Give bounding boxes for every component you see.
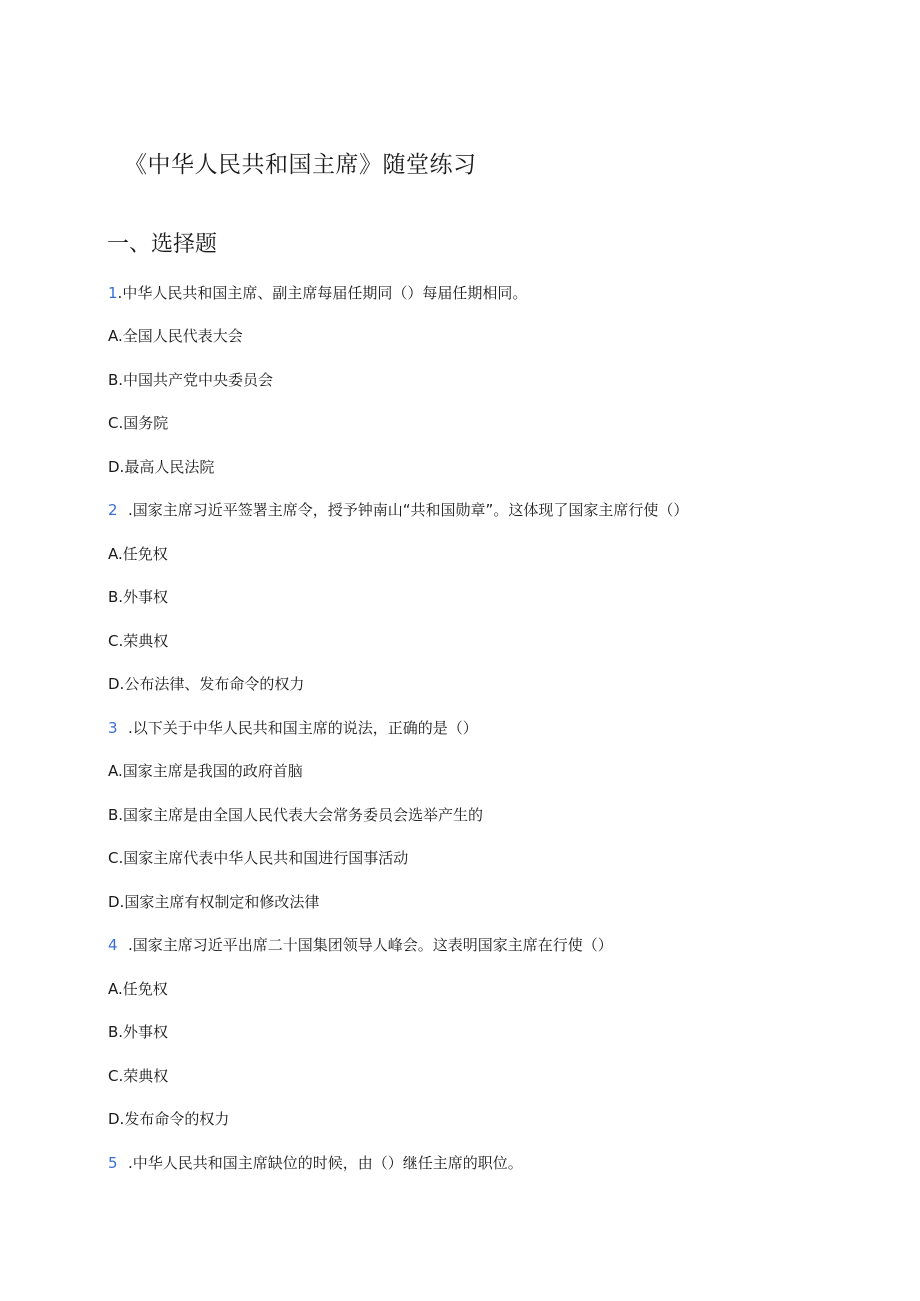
- question-2: [108, 498, 688, 522]
- question-5: [108, 1151, 523, 1175]
- question-stem: .中华人民共和国主席缺位的时候，由（）继任主席的职位。: [128, 1154, 523, 1172]
- question-3-option-c: C.国家主席代表中华人民共和国进行国事活动: [108, 849, 409, 867]
- question-number: 3: [108, 719, 118, 737]
- question-4-option-c: C.荣典权: [108, 1067, 169, 1085]
- question-stem: .以下关于中华人民共和国主席的说法，正确的是（）: [128, 719, 478, 737]
- question-2-option-c: C.荣典权: [108, 632, 169, 650]
- question-stem: .国家主席习近平签署主席令，授予钟南山“共和国勋章”。这体现了国家主席行使（）: [128, 501, 689, 519]
- question-1: [108, 281, 527, 305]
- question-stem: .国家主席习近平出席二十国集团领导人峰会。这表明国家主席在行使（）: [128, 936, 613, 954]
- question-2-option-a: A.任免权: [108, 545, 168, 563]
- question-number: 2: [108, 501, 118, 519]
- question-number: 5: [108, 1154, 118, 1172]
- question-3-option-d: D.国家主席有权制定和修改法律: [108, 893, 320, 911]
- question-number: 4: [108, 936, 118, 954]
- section-heading: 一、选择题: [107, 232, 218, 257]
- question-4-option-a: A.任免权: [108, 980, 168, 998]
- question-4-option-b: B.外事权: [108, 1023, 169, 1041]
- question-1-option-a: A.全国人民代表大会: [108, 327, 243, 345]
- question-3-option-b: B.国家主席是由全国人民代表大会常务委员会选举产生的: [108, 806, 484, 824]
- document-title: 《中华人民共和国主席》随堂练习: [124, 152, 477, 178]
- question-1-option-c: C.国务院: [108, 414, 169, 432]
- question-2-option-d: D.公布法律、发布命令的权力: [108, 675, 305, 693]
- question-2-option-b: B.外事权: [108, 588, 169, 606]
- question-4: [108, 933, 613, 957]
- question-3: [108, 716, 478, 740]
- question-stem: .中华人民共和国主席、副主席每届任期同（）每届任期相同。: [117, 284, 528, 302]
- question-number: 1: [108, 284, 118, 302]
- question-3-option-a: A.国家主席是我国的政府首脑: [108, 762, 303, 780]
- question-1-option-b: B.中国共产党中央委员会: [108, 371, 274, 389]
- question-1-option-d: D.最高人民法院: [108, 458, 215, 476]
- question-4-option-d: D.发布命令的权力: [108, 1110, 230, 1128]
